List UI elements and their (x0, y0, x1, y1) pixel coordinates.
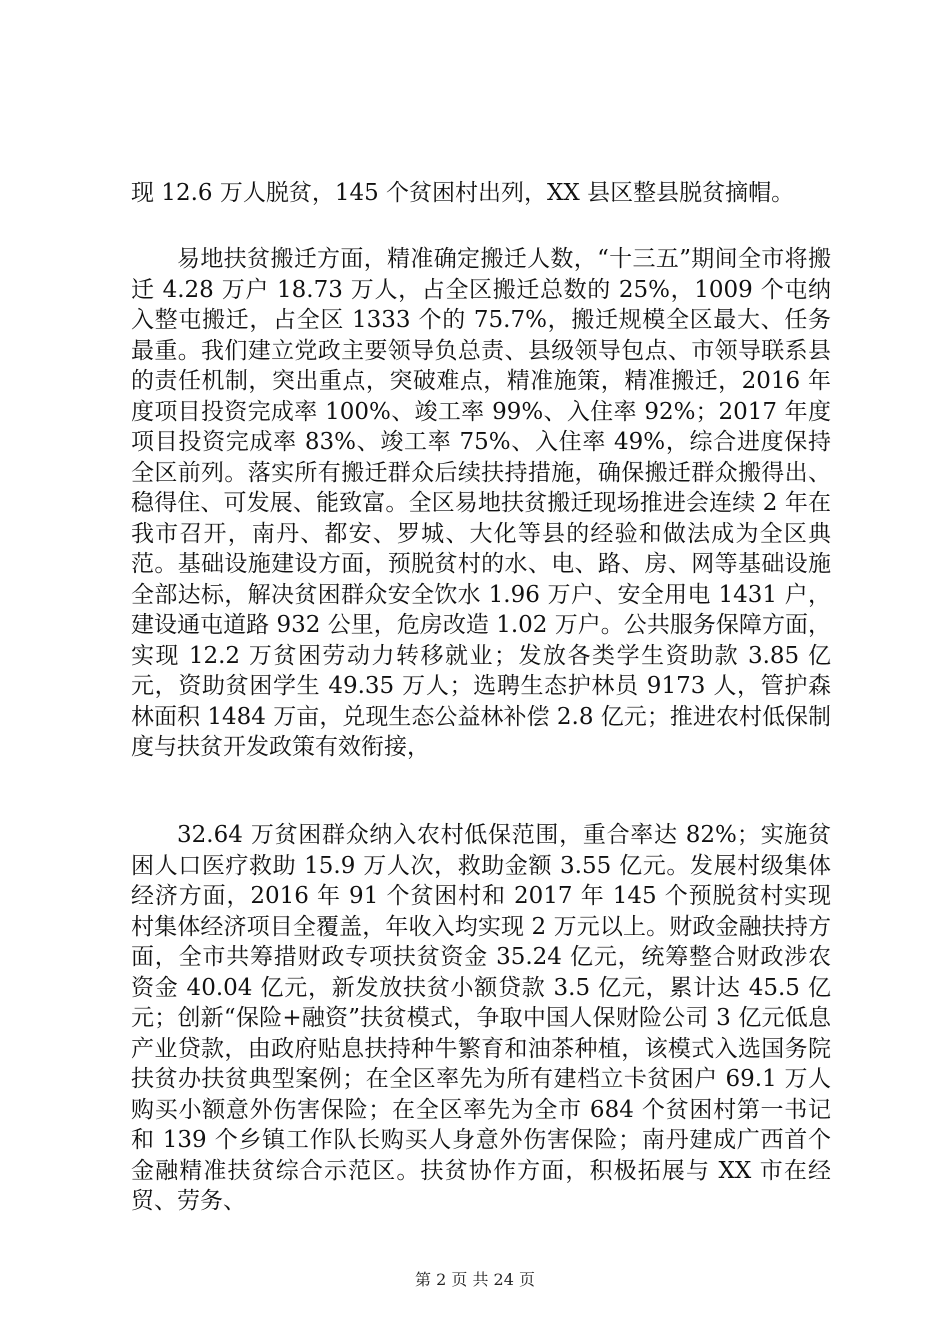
page-footer: 第 2 页 共 24 页 (415, 1270, 535, 1289)
paragraph-2: 易地扶贫搬迁方面，精准确定搬迁人数，“十三五”期间全市将搬迁 4.28 万户 18.73 万人，占全区搬迁总数的 25%，1009 个屯纳入整屯搬迁，占全区 1333 个的 75.7%，搬迁规模全区最大、任务最重。我们建立党政主要领导负总责、县级领导包点、市领导联系县的责任机制，突出重点，突破难点，精准施策，精准搬迁，2016 年度项目投资完成率 100%、竣工率 99%、入住率 92%；2017 年度项目投资完成率 83%、竣工率 75%、入住率 49%，综合进度保持全区前列。落实所有搬迁群众后续扶持措施，确保搬迁群众搬得出、稳得住、可发展、能致富。全区易地扶贫搬迁现场推进会连续 2 年在我市召开，南丹、都安、罗城、大化等县的经验和做法成为全区典范。基础设施建设方面，预脱贫村的水、电、路、房、网等基础设施全部达标，解决贫困群众安全饮水 1.96 万户、安全用电 1431 户，建设通屯道路 932 公里，危房改造 1.02 万户。公共服务保障方面，实现 12.2 万贫困劳动力转移就业；发放各类学生资助款 3.85 亿元，资助贫困学生 49.35 万人；选聘生态护林员 9173 人，管护森林面积 1484 万亩，兑现生态公益林补偿 2.8 亿元；推进农村低保制度与扶贫开发政策有效衔接， (131, 246, 831, 760)
paragraph-3: 32.64 万贫困群众纳入农村低保范围，重合率达 82%；实施贫困人口医疗救助 15.9 万人次，救助金额 3.55 亿元。发展村级集体经济方面，2016 年 91 个贫困村和 2017 年 145 个预脱贫村实现村集体经济项目全覆盖，年收入均实现 2 万元以上。财政金融扶持方面，全市共筹措财政专项扶贫资金 35.24 亿元，统筹整合财政涉农资金 40.04 亿元，新发放扶贫小额贷款 3.5 亿元，累计达 45.5 亿元；创新“保险+融资”扶贫模式，争取中国人保财险公司 3 亿元低息产业贷款，由政府贴息扶持种牛繁育和油茶种植，该模式入选国务院扶贫办扶贫典型案例；在全区率先为所有建档立卡贫困户 69.1 万人购买小额意外伤害保险；在全区率先为全市 684 个贫困村第一书记和 139 个乡镇工作队长购买人身意外伤害保险；南丹建成广西首个金融精准扶贫综合示范区。扶贫协作方面，积极拓展与 XX 市在经贸、劳务、 (131, 822, 831, 1214)
paragraph-1: 现 12.6 万人脱贫，145 个贫困村出列，XX 县区整县脱贫摘帽。 (131, 180, 795, 206)
